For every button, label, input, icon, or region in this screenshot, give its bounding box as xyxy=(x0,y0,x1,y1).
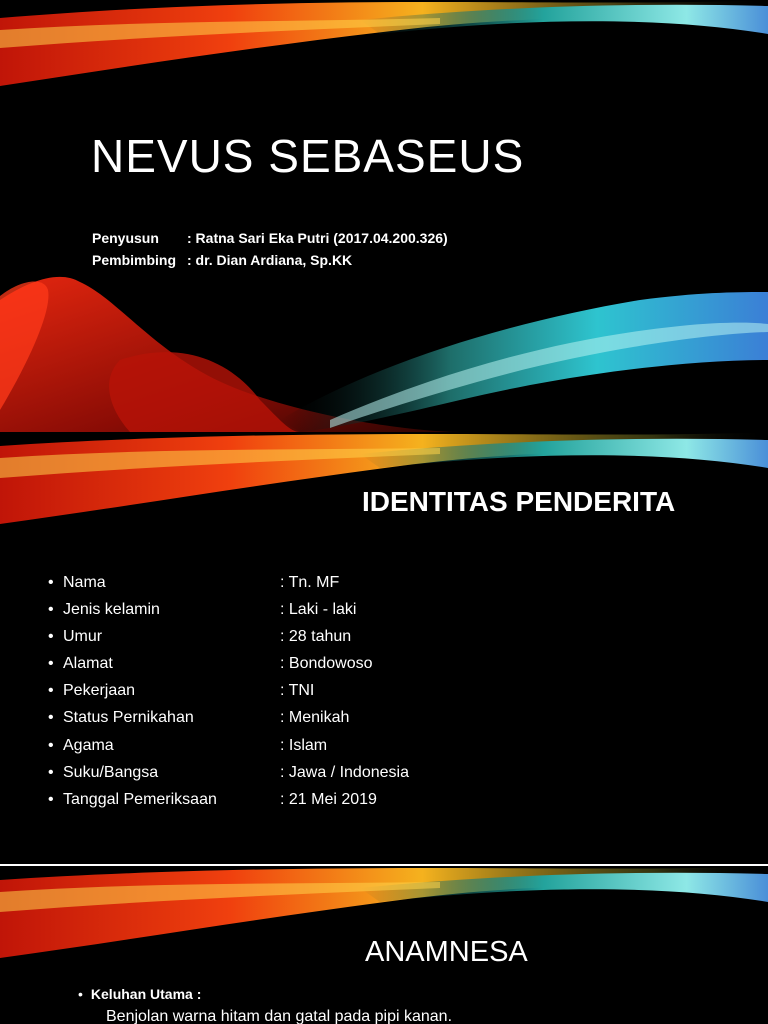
field-label: Umur xyxy=(63,628,103,646)
bullet: • xyxy=(48,628,54,646)
section-title: IDENTITAS PENDERITA xyxy=(362,486,676,517)
complaint-label: Keluhan Utama : xyxy=(90,986,202,1002)
supervisor-value: : dr. Dian Ardiana, Sp.KK xyxy=(187,252,353,268)
field-label: Suku/Bangsa xyxy=(63,763,159,781)
field-label: Pekerjaan xyxy=(63,682,136,700)
field-label: Jenis kelamin xyxy=(63,601,160,619)
author-row xyxy=(92,228,448,248)
field-label: Alamat xyxy=(63,655,113,673)
bullet: • xyxy=(48,574,54,591)
bullet: • xyxy=(48,736,54,754)
bullet: • xyxy=(48,601,54,619)
bullet: • xyxy=(48,763,54,781)
author-label: Penyusun xyxy=(92,230,159,246)
field-value: : 21 Mei 2019 xyxy=(280,790,377,808)
identity-slide xyxy=(0,432,768,864)
complaint-text: Benjolan warna hitam dan gatal pada pipi kanan. xyxy=(106,1008,453,1024)
bullet: • xyxy=(48,655,54,673)
field-value: : Tn. MF xyxy=(280,574,340,591)
field-value: : Laki - laki xyxy=(280,601,357,619)
section-title: ANAMNESA xyxy=(365,936,528,968)
field-value: : Menikah xyxy=(280,709,350,727)
field-label: Tanggal Pemeriksaan xyxy=(63,790,217,808)
field-label: Agama xyxy=(63,736,114,754)
bullet: • xyxy=(48,682,54,700)
field-label: Nama xyxy=(63,574,106,591)
supervisor-label: Pembimbing xyxy=(92,252,177,268)
anamnesis-slide xyxy=(0,866,768,1024)
field-value: : Jawa / Indonesia xyxy=(280,763,409,781)
bullet: • xyxy=(78,986,83,1002)
page-title: NEVUS SEBASEUS xyxy=(91,130,525,182)
supervisor-row xyxy=(92,250,352,270)
field-value: : Bondowoso xyxy=(280,655,373,673)
field-value: : 28 tahun xyxy=(280,628,352,646)
author-value: : Ratna Sari Eka Putri (2017.04.200.326) xyxy=(187,230,448,246)
swoosh-decoration xyxy=(0,0,768,432)
title-slide xyxy=(0,0,768,432)
complaint-label-row xyxy=(78,984,201,1004)
bullet: • xyxy=(48,790,54,808)
field-label: Status Pernikahan xyxy=(63,709,194,727)
field-value: : TNI xyxy=(280,682,315,700)
bullet: • xyxy=(48,709,54,727)
field-value: : Islam xyxy=(280,736,328,754)
